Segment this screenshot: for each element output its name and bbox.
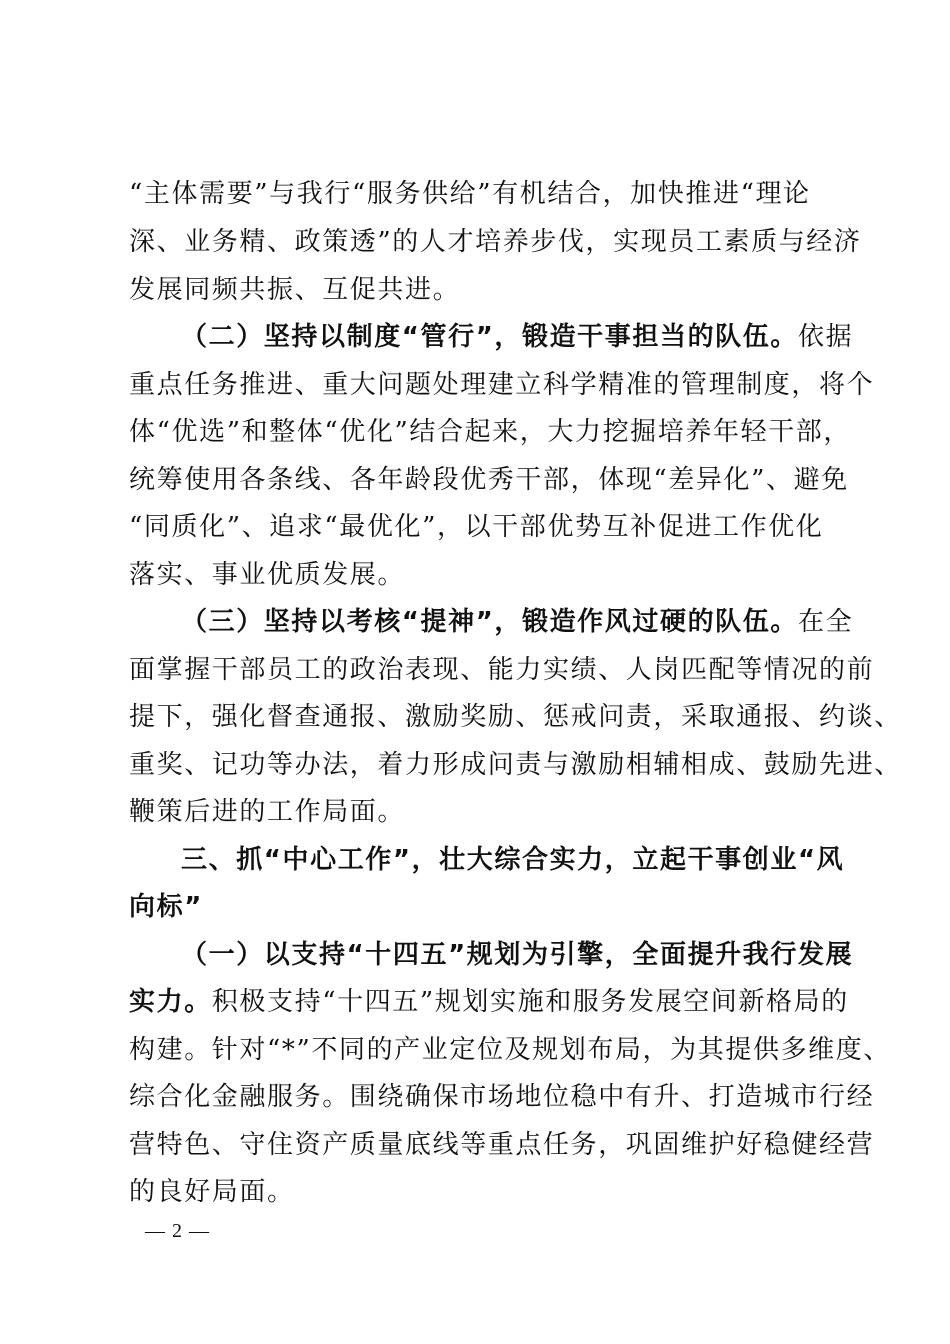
paragraph-2-line-1-rest: 依据 bbox=[797, 322, 854, 352]
section-3-heading-line-1: 三、抓“中心工作”，壮大综合实力，立起干事创业“风 bbox=[181, 845, 845, 875]
paragraph-1-line-1: “主体需要”与我行“服务供给”有机结合，加快推进“理论 bbox=[129, 179, 811, 209]
paragraph-4-heading-line-1: （一）以支持“十四五”规划为引擎，全面提升我行发展 bbox=[181, 940, 854, 970]
paragraph-2-line-1 bbox=[181, 322, 853, 352]
paragraph-3-heading: （三）坚持以考核“提神”，锻造作风过硬的队伍。 bbox=[181, 607, 798, 637]
paragraph-1-line-3: 发展同频共振、互促共进。 bbox=[129, 275, 461, 305]
page-number: — 2 — bbox=[145, 1220, 210, 1242]
paragraph-2-heading: （二）坚持以制度“管行”，锻造干事担当的队伍。 bbox=[181, 322, 798, 352]
paragraph-3-line-3: 提下，强化督查通报、激励奖励、惩戒问责，采取通报、约谈、 bbox=[129, 702, 902, 732]
paragraph-3-line-4: 重奖、记功等办法，着力形成问责与激励相辅相成、鼓励先进、 bbox=[129, 750, 902, 780]
paragraph-3-line-5: 鞭策后进的工作局面。 bbox=[129, 797, 406, 827]
paragraph-4-line-2-rest: 积极支持“十四五”规划实施和服务发展空间新格局的 bbox=[211, 987, 849, 1017]
paragraph-4-line-3: 构建。针对“*”不同的产业定位及规划布局，为其提供多维度、 bbox=[129, 1035, 891, 1065]
paragraph-2-line-6: 落实、事业优质发展。 bbox=[129, 560, 406, 590]
paragraph-4-heading-line-2: 实力。 bbox=[129, 987, 212, 1017]
paragraph-4-line-5: 营特色、守住资产质量底线等重点任务，巩固维护好稳健经营 bbox=[129, 1130, 875, 1160]
paragraph-2-line-2: 重点任务推进、重大问题处理建立科学精准的管理制度，将个 bbox=[129, 370, 875, 400]
paragraph-3-line-2: 面掌握干部员工的政治表现、能力实绩、人岗匹配等情况的前 bbox=[129, 655, 875, 685]
paragraph-2-line-4: 统筹使用各条线、各年龄段优秀干部，体现“差异化”、避免 bbox=[129, 465, 849, 495]
paragraph-4-line-2 bbox=[129, 987, 849, 1017]
paragraph-2-line-3: 体“优选”和整体“优化”结合起来，大力挖掘培养年轻干部， bbox=[129, 417, 851, 447]
paragraph-3-line-1-rest: 在全 bbox=[797, 607, 854, 637]
paragraph-1-line-2: 深、业务精、政策透”的人才培养步伐，实现员工素质与经济 bbox=[129, 227, 862, 257]
paragraph-3-line-1 bbox=[181, 607, 853, 637]
paragraph-4-line-4: 综合化金融服务。围绕确保市场地位稳中有升、打造城市行经 bbox=[129, 1082, 875, 1112]
paragraph-4-line-6: 的良好局面。 bbox=[129, 1177, 295, 1207]
paragraph-2-line-5: “同质化”、追求“最优化”，以干部优势互补促进工作优化 bbox=[129, 512, 824, 542]
section-3-heading-line-2: 向标” bbox=[129, 892, 203, 922]
